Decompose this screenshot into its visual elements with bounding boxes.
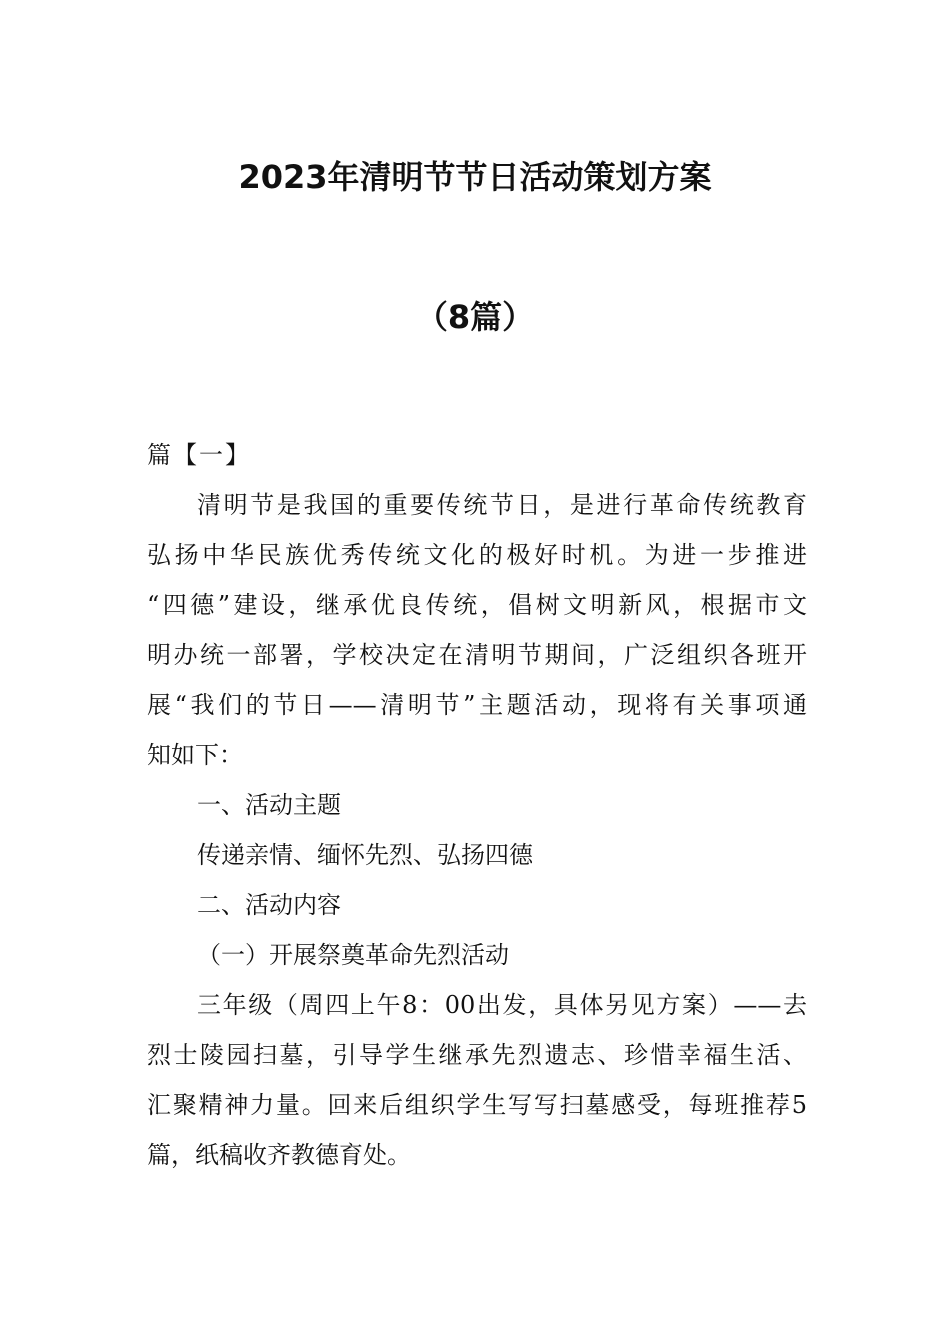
paragraph-line: 烈士陵园扫墓，引导学生继承先烈遗志、珍惜幸福生活、 [147,1041,807,1069]
paragraph-line: 清明节是我国的重要传统节日，是进行革命传统教育 [197,491,807,519]
paragraph-line: 展“我们的节日——清明节”主题活动，现将有关事项通 [147,691,807,719]
document-body [147,430,807,1180]
document-subtitle: （8篇） [415,298,535,336]
activity-theme-text: 传递亲情、缅怀先烈、弘扬四德 [197,841,533,869]
section-label: 篇【一】 [147,441,251,469]
paragraph-line: 知如下： [147,741,243,769]
paragraph-line: “四德”建设，继承优良传统，倡树文明新风，根据市文 [147,591,807,619]
paragraph-line: 汇聚精神力量。回来后组织学生写写扫墓感受，每班推荐5 [147,1091,807,1119]
heading-activity-theme: 一、活动主题 [197,791,341,819]
document-title: 2023年清明节节日活动策划方案 [238,158,712,196]
paragraph-line: 三年级（周四上午8：00出发，具体另见方案）——去 [197,991,807,1019]
heading-activity-content: 二、活动内容 [197,891,341,919]
subheading-memorial-activity: （一）开展祭奠革命先烈活动 [197,941,509,969]
paragraph-line: 明办统一部署，学校决定在清明节期间，广泛组织各班开 [147,641,807,669]
paragraph-line: 篇，纸稿收齐教德育处。 [147,1141,411,1169]
paragraph-line: 弘扬中华民族优秀传统文化的极好时机。为进一步推进 [147,541,807,569]
